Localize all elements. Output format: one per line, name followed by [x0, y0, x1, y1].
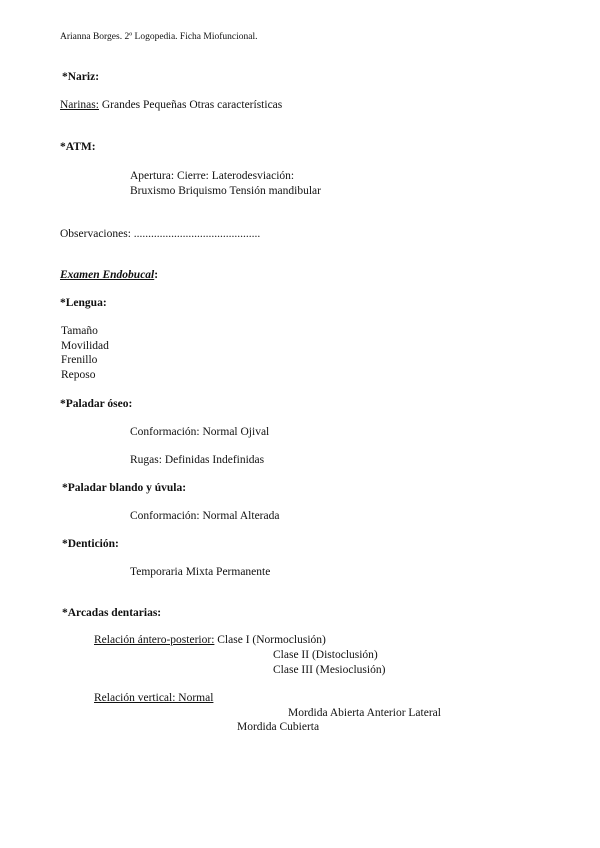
lengua-item-reposo: Reposo	[61, 369, 96, 381]
narinas-options: Grandes Pequeñas Otras características	[101, 99, 283, 111]
atm-line-2: Bruxismo Briquismo Tensión mandibular	[130, 185, 321, 197]
clase-1: Clase I (Normoclusión)	[217, 634, 326, 646]
narinas-label: Narinas:	[60, 99, 99, 111]
narinas-row	[60, 98, 282, 112]
clase-2: Clase II (Distoclusión)	[273, 649, 378, 661]
denticion-options: Temporaria Mixta Permanente	[130, 566, 271, 578]
lengua-item-frenillo: Frenillo	[61, 354, 98, 366]
relacion-antero-posterior-row	[94, 633, 326, 647]
examen-heading	[60, 268, 158, 282]
examen-title: Examen Endobucal	[60, 269, 155, 281]
observaciones-row	[60, 227, 260, 241]
atm-heading: *ATM:	[60, 141, 96, 153]
atm-line-1: Apertura: Cierre: Laterodesviación:	[130, 170, 295, 182]
observaciones-dots: ............................................	[133, 228, 261, 240]
nariz-heading: *Nariz:	[62, 71, 100, 83]
paladar-blando-heading: *Paladar blando y úvula:	[62, 482, 187, 494]
relacion-antero-posterior-label: Relación ántero-posterior:	[94, 634, 215, 646]
clase-3: Clase III (Mesioclusión)	[273, 664, 386, 676]
arcadas-heading: *Arcadas dentarias:	[62, 607, 162, 619]
denticion-heading: *Dentición:	[62, 538, 119, 550]
lengua-item-movilidad: Movilidad	[61, 340, 109, 352]
paladar-blando-conformacion: Conformación: Normal Alterada	[130, 510, 280, 522]
paladar-oseo-rugas: Rugas: Definidas Indefinidas	[130, 454, 265, 466]
mordida-cubierta: Mordida Cubierta	[237, 721, 320, 733]
observaciones-label: Observaciones:	[60, 228, 131, 240]
document-header: Arianna Borges. 2º Logopedia. Ficha Miofuncional.	[60, 32, 258, 42]
mordida-abierta: Mordida Abierta Anterior Lateral	[288, 707, 441, 719]
paladar-oseo-heading: *Paladar óseo:	[60, 398, 133, 410]
paladar-oseo-conformacion: Conformación: Normal Ojival	[130, 426, 270, 438]
lengua-heading: *Lengua:	[60, 297, 107, 309]
examen-colon: :	[154, 269, 159, 281]
relacion-vertical-label: Relación vertical: Normal	[94, 692, 214, 704]
lengua-item-tamano: Tamaño	[61, 325, 98, 337]
